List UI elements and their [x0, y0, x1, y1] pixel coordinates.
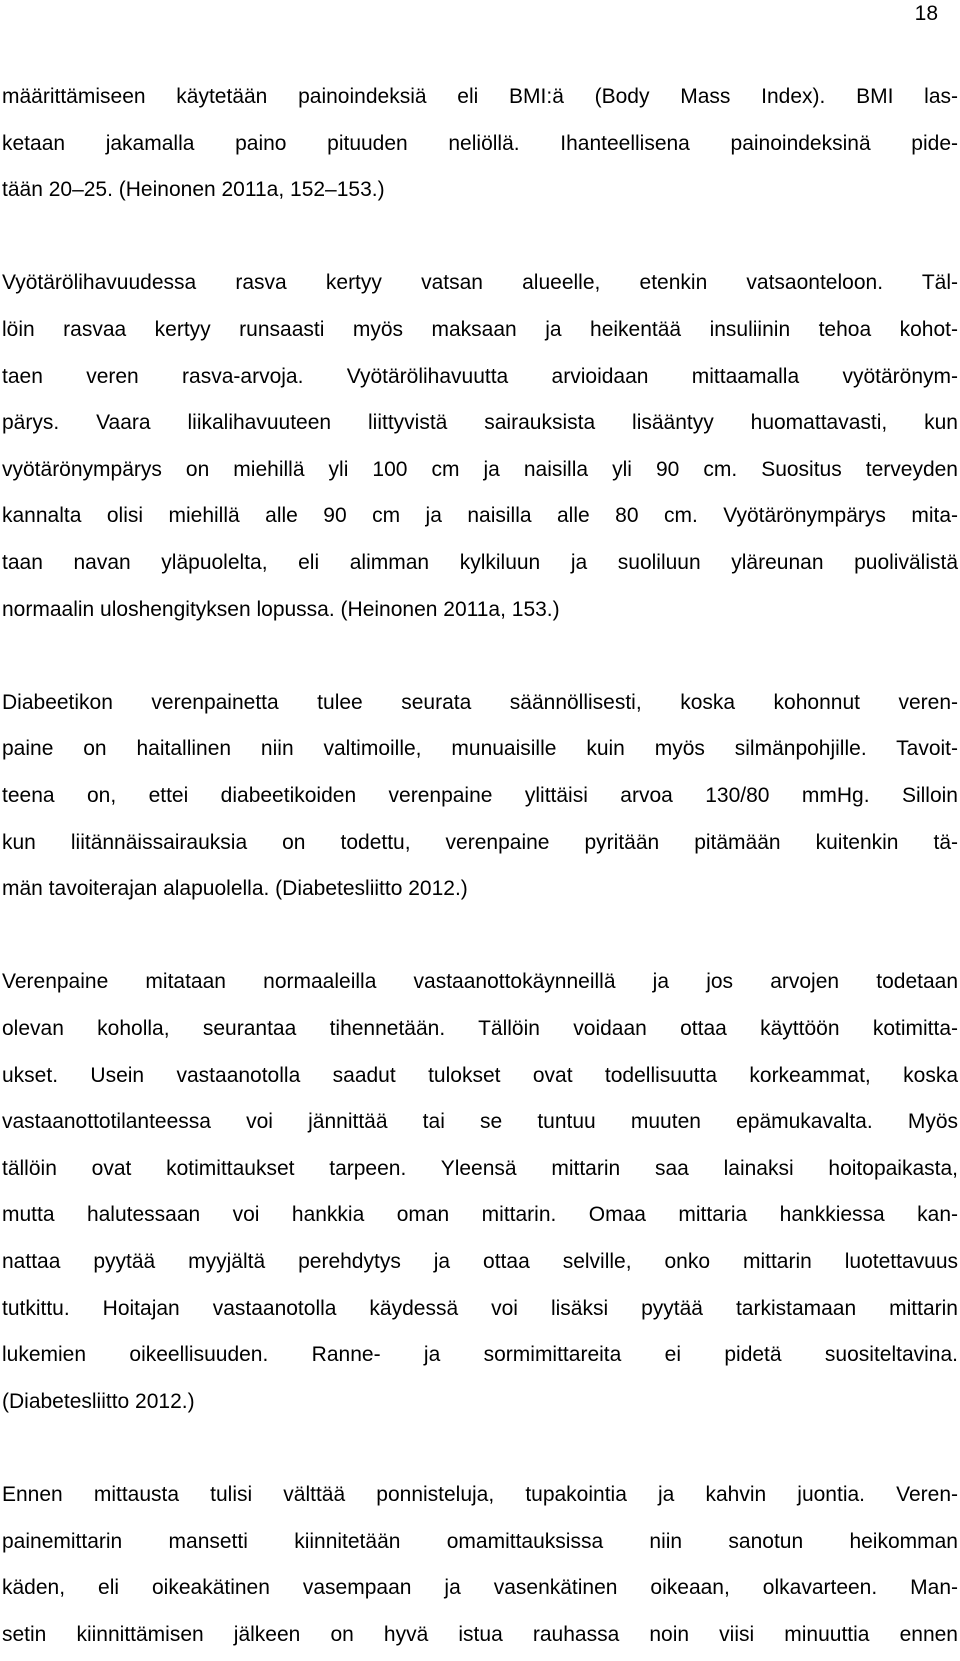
text-line: ketaan jakamalla paino pituuden neliöllä. Ihanteellisena painoindeksinä pide-: [2, 132, 958, 155]
text-line: teena on, ettei diabeetikoiden verenpaine ylittäisi arvoa 130/80 mmHg. Silloin: [2, 784, 958, 807]
text-line: nattaa pyytää myyjältä perehdytys ja ottaa selville, onko mittarin luotettavuus: [2, 1250, 958, 1273]
text-line: normaalin uloshengityksen lopussa. (Heinonen 2011a, 153.): [2, 598, 560, 621]
text-line: pärys. Vaara liikalihavuuteen liittyvistä sairauksista lisääntyy huomattavasti, kun: [2, 411, 958, 434]
text-line: löin rasvaa kertyy runsaasti myös maksaan ja heikentää insuliinin tehoa kohot-: [2, 318, 958, 341]
text-line: tään 20–25. (Heinonen 2011a, 152–153.): [2, 178, 385, 201]
text-line: tutkittu. Hoitajan vastaanotolla käydessä voi lisäksi pyytää tarkistamaan mittarin: [2, 1297, 958, 1320]
text-line: painemittarin mansetti kiinnitetään omamittauksissa niin sanotun heikomman: [2, 1530, 958, 1553]
text-line: käden, eli oikeakätinen vasempaan ja vasenkätinen oikeaan, olkavarteen. Man-: [2, 1576, 958, 1599]
text-line: män tavoiterajan alapuolella. (Diabetesliitto 2012.): [2, 877, 468, 900]
text-line: kannalta olisi miehillä alle 90 cm ja naisilla alle 80 cm. Vyötärönympärys mita-: [2, 504, 958, 527]
text-line: lukemien oikeellisuuden. Ranne- ja sormimittareita ei pidetä suositeltavina.: [2, 1343, 958, 1366]
text-line: vyötärönympärys on miehillä yli 100 cm ja naisilla yli 90 cm. Suositus terveyden: [2, 458, 958, 481]
text-line: tällöin ovat kotimittaukset tarpeen. Yleensä mittarin saa lainaksi hoitopaikasta,: [2, 1157, 958, 1180]
text-line: Verenpaine mitataan normaaleilla vastaanottokäynneillä ja jos arvojen todetaan: [2, 970, 958, 993]
text-line: vastaanottotilanteessa voi jännittää tai se tuntuu muuten epämukavalta. Myös: [2, 1110, 958, 1133]
text-line: Ennen mittausta tulisi välttää ponnisteluja, tupakointia ja kahvin juontia. Veren-: [2, 1483, 958, 1506]
text-line: Vyötärölihavuudessa rasva kertyy vatsan alueelle, etenkin vatsaonteloon. Täl-: [2, 271, 958, 294]
text-line: ukset. Usein vastaanotolla saadut tulokset ovat todellisuutta korkeammat, koska: [2, 1064, 958, 1087]
text-line: mutta halutessaan voi hankkia oman mittarin. Omaa mittaria hankkiessa kan-: [2, 1203, 958, 1226]
text-line: määrittämiseen käytetään painoindeksiä eli BMI:ä (Body Mass Index). BMI las-: [2, 85, 958, 108]
text-line: Diabeetikon verenpainetta tulee seurata säännöllisesti, koska kohonnut veren-: [2, 691, 958, 714]
text-line: (Diabetesliitto 2012.): [2, 1390, 195, 1413]
text-line: setin kiinnittämisen jälkeen on hyvä istua rauhassa noin viisi minuuttia ennen: [2, 1623, 958, 1646]
text-line: taen veren rasva-arvoja. Vyötärölihavuutta arvioidaan mittaamalla vyötärönym-: [2, 365, 958, 388]
text-line: kun liitännäissairauksia on todettu, verenpaine pyritään pitämään kuitenkin tä-: [2, 831, 958, 854]
text-line: paine on haitallinen niin valtimoille, munuaisille kuin myös silmänpohjille. Tavoit-: [2, 737, 958, 760]
page-number: 18: [914, 2, 938, 25]
text-line: taan navan yläpuolelta, eli alimman kylkiluun ja suoliluun yläreunan puolivälistä: [2, 551, 958, 574]
text-line: olevan koholla, seurantaa tihennetään. Tällöin voidaan ottaa käyttöön kotimitta-: [2, 1017, 958, 1040]
